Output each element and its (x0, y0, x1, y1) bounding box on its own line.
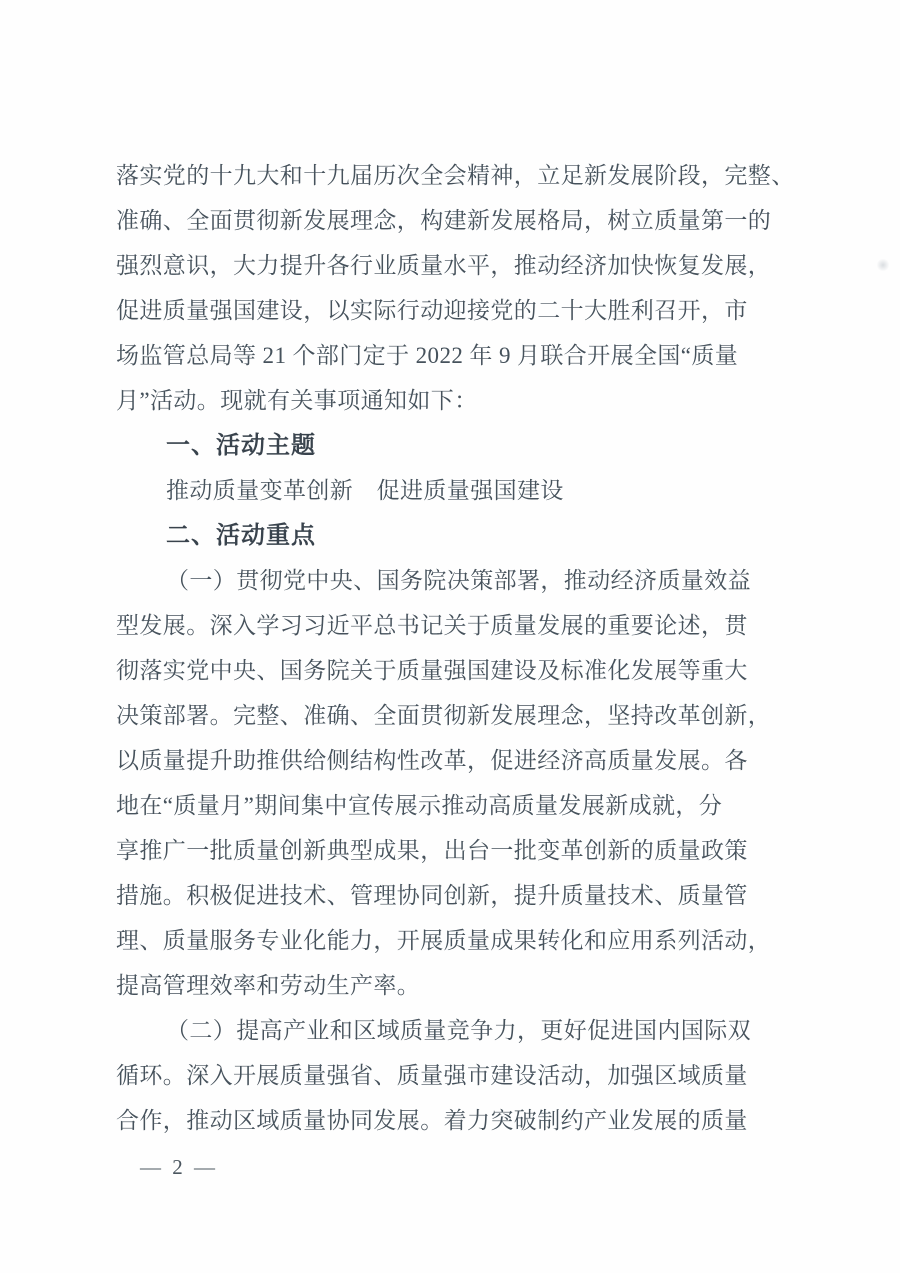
text-line: 决策部署。完整、准确、全面贯彻新发展理念，坚持改革创新， (116, 703, 772, 728)
scan-artifact (877, 258, 889, 272)
text-line: 促进质量强国建设，以实际行动迎接党的二十大胜利召开，市 (116, 298, 748, 323)
section-1-heading: 一、活动主题 (166, 432, 316, 459)
text-line: 以质量提升助推供给侧结构性改革，促进经济高质量发展。各 (116, 748, 748, 773)
text-line: 落实党的十九大和十九届历次全会精神，立足新发展阶段，完整、 (116, 163, 795, 188)
section-2-heading: 二、活动重点 (166, 522, 316, 549)
text-line: 强烈意识，大力提升各行业质量水平，推动经济加快恢复发展， (116, 253, 772, 278)
text-line: 月”活动。现就有关事项通知如下： (116, 388, 478, 413)
text-line: 提高管理效率和劳动生产率。 (116, 973, 421, 998)
text-line: 彻落实党中央、国务院关于质量强国建设及标准化发展等重大 (116, 658, 748, 683)
text-line: 合作，推动区域质量协同发展。着力突破制约产业发展的质量 (116, 1108, 748, 1133)
text-line: （一）贯彻党中央、国务院决策部署，推动经济质量效益 (166, 568, 751, 593)
text-line: 理、质量服务专业化能力，开展质量成果转化和应用系列活动， (116, 928, 772, 953)
text-line: 型发展。深入学习习近平总书记关于质量发展的重要论述，贯 (116, 613, 748, 638)
activity-theme-line: 推动质量变革创新 促进质量强国建设 (166, 478, 564, 503)
text-line: 场监管总局等 21 个部门定于 2022 年 9 月联合开展全国“质量 (116, 343, 739, 368)
text-line: 措施。积极促进技术、管理协同创新，提升质量技术、质量管 (116, 883, 748, 908)
text-line: 准确、全面贯彻新发展理念，构建新发展格局，树立质量第一的 (116, 208, 772, 233)
text-line: 地在“质量月”期间集中宣传展示推动高质量发展新成就，分 (116, 793, 723, 818)
text-line: 享推广一批质量创新典型成果，出台一批变革创新的质量政策 (116, 838, 748, 863)
page-number: — 2 — (140, 1155, 218, 1179)
document-body (116, 153, 816, 1143)
text-line: （二）提高产业和区域质量竞争力，更好促进国内国际双 (166, 1018, 751, 1043)
text-line: 循环。深入开展质量强省、质量强市建设活动，加强区域质量 (116, 1063, 748, 1088)
